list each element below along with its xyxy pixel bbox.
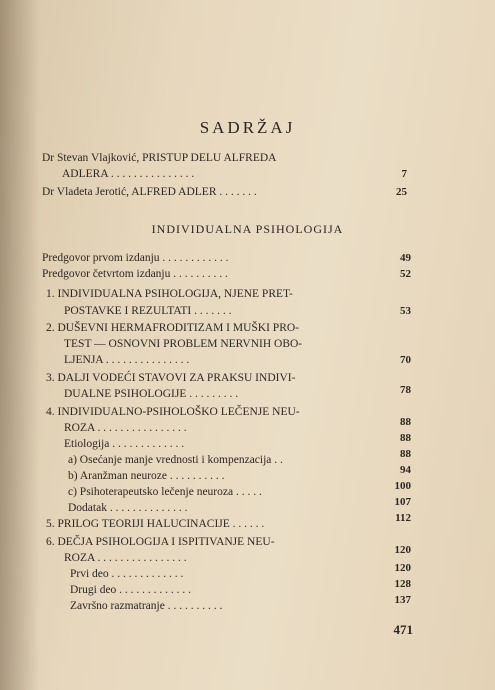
- toc-entry-line: 3. DALJI VODEĆI STAVOVI ZA PRAKSU INDIVI-: [46, 372, 296, 384]
- toc-entry-line: c) Psihoterapeutsko lečenje neuroza . . . . .: [68, 486, 262, 498]
- toc-entry-line: b) Aranžman neuroze . . . . . . . . . .: [68, 470, 225, 482]
- section-title: INDIVIDUALNA PSIHOLOGIJA: [151, 222, 344, 236]
- toc-entry-line: ADLERA . . . . . . . . . . . . . . .: [62, 168, 195, 180]
- toc-entry-page: 120: [394, 562, 411, 574]
- toc-entry-page: 107: [394, 496, 411, 508]
- toc-entry-page: 88: [400, 416, 411, 428]
- toc-entry-page: 78: [400, 384, 411, 396]
- toc-entry-line: Završno razmatranje . . . . . . . . . .: [70, 600, 223, 612]
- toc-entry-line: Predgovor četvrtom izdanju . . . . . . . . . .: [42, 268, 228, 280]
- toc-entry-page: 52: [400, 268, 411, 280]
- toc-entry-page: 53: [400, 305, 411, 317]
- toc-entry-line: Dodatak . . . . . . . . . . . . . .: [68, 502, 188, 514]
- toc-entry-line: 4. INDIVIDUALNO-PSIHOLOŠKO LEČENJE NEU-: [46, 406, 300, 418]
- toc-entry-line: Predgovor prvom izdanju . . . . . . . . . . . .: [42, 252, 229, 264]
- toc-entry-page: 7: [401, 168, 407, 180]
- toc-entry-line: ROZA . . . . . . . . . . . . . . . .: [64, 552, 187, 564]
- toc-entry-line: POSTAVKE I REZULTATI . . . . . . .: [64, 305, 232, 317]
- toc-entry-page: 25: [396, 186, 407, 198]
- toc-entry-page: 94: [400, 464, 411, 476]
- page-shadow: [0, 0, 40, 690]
- toc-entry-line: Dr Vladeta Jerotić, ALFRED ADLER . . . . . . .: [42, 186, 257, 198]
- toc-entry-line: Dr Stevan Vlajković, PRISTUP DELU ALFREDA: [42, 152, 277, 164]
- toc-entry-line: 5. PRILOG TEORIJI HALUCINACIJE . . . . . .: [46, 518, 265, 530]
- toc-entry-line: LJENJA . . . . . . . . . . . . . . .: [64, 354, 190, 366]
- page-number: 471: [393, 622, 413, 637]
- toc-entry-line: 2. DUŠEVNI HERMAFRODITIZAM I MUŠKI PRO-: [46, 322, 300, 334]
- toc-entry-line: DUALNE PSIHOLOGIJE . . . . . . . . .: [64, 388, 239, 400]
- toc-entry-page: 88: [400, 432, 411, 444]
- toc-entry-line: a) Osećanje manje vrednosti i kompenzacija . .: [68, 454, 283, 466]
- toc-entry-line: Drugi deo . . . . . . . . . . . . .: [70, 584, 192, 596]
- toc-entry-page: 88: [400, 448, 411, 460]
- toc-entry-page: 49: [400, 252, 411, 264]
- toc-entry-page: 137: [394, 594, 411, 606]
- toc-entry-page: 112: [395, 512, 411, 524]
- toc-entry-line: Prvi deo . . . . . . . . . . . . .: [70, 568, 184, 580]
- toc-entry-page: 70: [400, 354, 411, 366]
- toc-entry-page: 100: [394, 480, 411, 492]
- toc-entry-line: Etiologija . . . . . . . . . . . . .: [64, 438, 185, 450]
- toc-entry-page: 120: [394, 544, 411, 556]
- toc-entry-line: TEST — OSNOVNI PROBLEM NERVNIH OBO-: [64, 338, 303, 350]
- page-title: SADRŽAJ: [199, 118, 296, 137]
- toc-entry-line: 6. DEČJA PSIHOLOGIJA I ISPITIVANJE NEU-: [46, 536, 275, 548]
- toc-entry-line: ROZA . . . . . . . . . . . . . . . .: [64, 422, 187, 434]
- toc-entry-line: 1. INDIVIDUALNA PSIHOLOGIJA, NJENE PRET-: [46, 288, 293, 300]
- toc-entry-page: 128: [394, 578, 411, 590]
